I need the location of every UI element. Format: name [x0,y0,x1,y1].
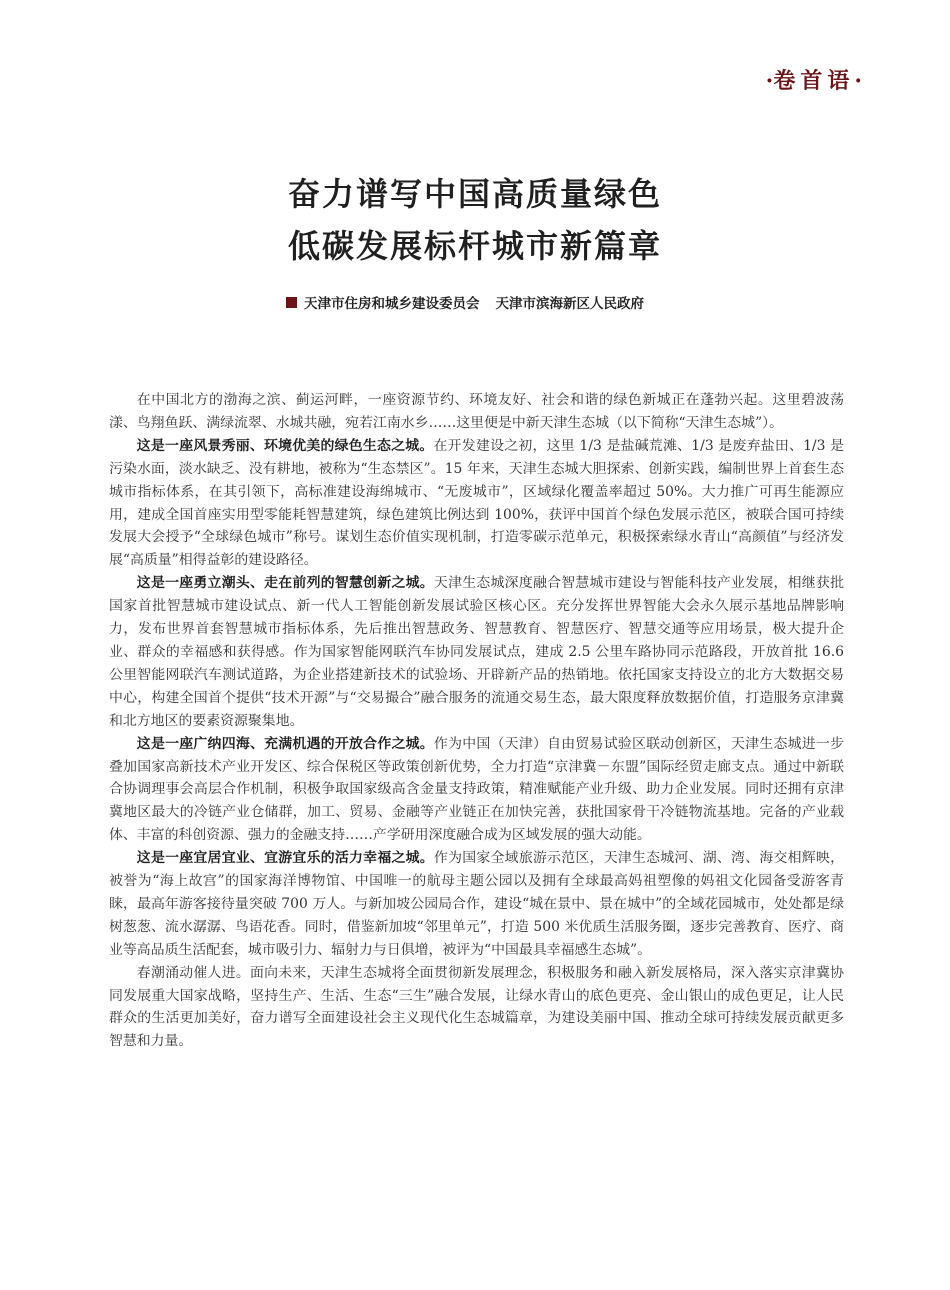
square-bullet-icon [286,297,297,308]
paragraph-4 [109,733,844,848]
paragraph-text: 天津生态城深度融合智慧城市建设与智能科技产业发展，相继获批国家首批智慧城市建设试点、新一代人工智能创新发展试验区核心区。充分发挥世界智能大会永久展示基地品牌影响力，发布世界首套智慧城市指标体系，先后推出智慧政务、智慧教育、智慧医疗、智慧交通等应用场景，极大提升企业、群众的幸福感和获得感。作为国家智能网联汽车协同发展试点，建成 2.5 公里车路协同示范路段，开放首批 16.6 公里智能网联汽车测试道路，为企业搭建新技术的试验场、开辟新产品的热销地。依托国家支持设立的北方大数据交易中心，构建全国首个提供“技术开源”与“交易撮合”融合服务的流通交易生态，最大限度释放数据价值，打造服务京津冀和北方地区的要素资源聚集地。 [109,575,844,729]
author-2: 天津市滨海新区人民政府 [495,296,644,312]
paragraph-6 [109,962,844,1054]
paragraph-3 [109,572,844,732]
paragraph-text: 作为国家全域旅游示范区，天津生态城河、湖、湾、海交相辉映，被誉为“海上故宫”的国家海洋博物馆、中国唯一的航母主题公园以及拥有全球最高妈祖塑像的妈祖文化园备受游客青睐，最高年游客接待量突破 700 万人。与新加坡公园局合作，建设“城在景中、景在城中”的全域花园城市，处处都是绿树葱葱、流水潺潺、鸟语花香。同时，借鉴新加坡“邻里单元”，打造 500 米优质生活服务圈，逐步完善教育、医疗、商业等高品质生活配套，城市吸引力、辐射力与日俱增，被评为“中国最具幸福感生态城”。 [109,850,844,958]
paragraph-text: 在开发建设之初，这里 1/3 是盐碱荒滩、1/3 是废弃盐田、1/3 是污染水面，淡水缺乏、没有耕地，被称为“生态禁区”。15 年来，天津生态城大胆探索、创新实践，编制世界上首套生态城市指标体系，在其引领下，高标准建设海绵城市、“无废城市”，区域绿化覆盖率超过 50%。大力推广可再生能源应用，建成全国首座实用型零能耗智慧建筑，绿色建筑比例达到 100%，获评中国首个绿色发展示范区，被联合国可持续发展大会授予“全球绿色城市”称号。谋划生态价值实现机制，打造零碳示范单元，积极探索绿水青山“高颜值”与经济发展“高质量”相得益彰的建设路径。 [109,437,844,569]
paragraph-2 [109,435,844,572]
title-line-1: 奋力谱写中国高质量绿色 [287,175,662,213]
section-label-dot-right: · [854,68,862,94]
byline [286,292,644,312]
paragraph-text: 在中国北方的渤海之滨、蓟运河畔，一座资源节约、环境友好、社会和谐的绿色新城正在蓬勃兴起。这里碧波荡漾、鸟翔鱼跃、满绿流翠、水城共融，宛若江南水乡……这里便是中新天津生态城（以下简称“天津生态城”）。 [109,392,844,431]
paragraph-5 [109,847,844,962]
paragraph-text: 作为中国（天津）自由贸易试验区联动创新区，天津生态城进一步叠加国家高新技术产业开发区、综合保税区等政策创新优势，全力打造“京津冀－东盟”国际经贸走廊支点。通过中新联合协调理事会高层合作机制，积极争取国家级高含金量支持政策，精准赋能产业升级、助力企业发展。同时还拥有京津冀地区最大的冷链产业仓储群，加工、贸易、金融等产业链正在加快完善，获批国家骨干冷链物流基地。完备的产业载体、丰富的科创资源、强力的金融支持……产学研用深度融合成为区域发展的强大动能。 [109,735,844,844]
section-label-dot-left: · [765,68,774,94]
article-title [0,168,950,272]
paragraph-lead: 这是一座风景秀丽、环境优美的绿色生态之城。 [136,437,434,454]
paragraph-lead: 这是一座宜居宜业、宜游宜乐的活力幸福之城。 [136,850,434,867]
article-body [109,389,844,1053]
section-label-text: 卷首语 [773,68,855,94]
paragraph-lead: 这是一座勇立潮头、走在前列的智慧创新之城。 [136,575,434,592]
paragraph-text: 春潮涌动催人进。面向未来，天津生态城将全面贯彻新发展理念，积极服务和融入新发展格局，深入落实京津冀协同发展重大国家战略，坚持生产、生活、生态“三生”融合发展，让绿水青山的底色更亮、金山银山的成色更足，让人民群众的生活更加美好，奋力谱写全面建设社会主义现代化生态城篇章，为建设美丽中国、推动全球可持续发展贡献更多智慧和力量。 [109,964,844,1050]
title-line-2: 低碳发展标杆城市新篇章 [287,227,662,265]
author-1: 天津市住房和城乡建设委员会 [304,296,480,312]
paragraph-lead: 这是一座广纳四海、充满机遇的开放合作之城。 [136,735,434,752]
paragraph-1 [109,389,844,435]
section-label [766,64,862,95]
